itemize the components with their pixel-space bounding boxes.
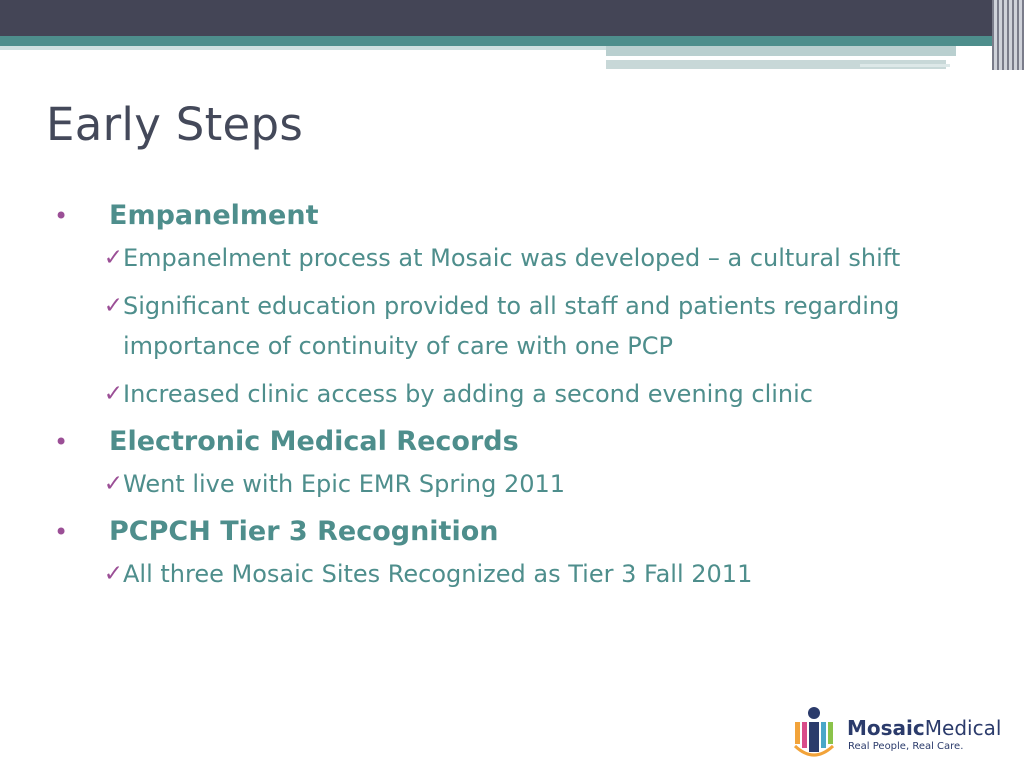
- list-item-text: Increased clinic access by adding a second evening clinic: [123, 380, 813, 408]
- checkmark-icon: ✓: [103, 561, 123, 587]
- list-item-text: Significant education provided to all staff and patients regarding importance of continuity of care with one PCP: [123, 292, 900, 360]
- list-item: [100, 554, 990, 594]
- header-accent-bar-c: [860, 64, 950, 67]
- section-heading: Empanelment: [109, 200, 319, 231]
- slide-title: Early Steps: [46, 98, 304, 151]
- header-edge-stripes: [992, 0, 1024, 70]
- header-teal-bar: [0, 36, 1024, 46]
- checkmark-icon: ✓: [103, 245, 123, 271]
- header-dark-bar: [0, 0, 1024, 36]
- bullet-icon: •: [54, 428, 69, 456]
- section-empanelment: [50, 196, 990, 414]
- logo-name-bold: Mosaic: [847, 716, 925, 740]
- bullet-list: [50, 196, 990, 602]
- list-item: [100, 464, 990, 504]
- logo-name-light: Medical: [924, 716, 1002, 740]
- section-heading: Electronic Medical Records: [109, 426, 519, 457]
- section-emr: [50, 422, 990, 504]
- logo-tagline: Real People, Real Care.: [848, 741, 964, 752]
- header-accent-bar-a: [606, 46, 956, 56]
- list-item: [100, 374, 990, 414]
- checkmark-icon: ✓: [103, 293, 123, 319]
- list-item-text: Empanelment process at Mosaic was developed – a cultural shift: [123, 244, 901, 272]
- section-heading-row: [50, 422, 990, 464]
- logo-mark-icon: [791, 706, 837, 762]
- section-heading: PCPCH Tier 3 Recognition: [109, 516, 499, 547]
- bullet-icon: •: [54, 202, 69, 230]
- section-heading-row: [50, 196, 990, 238]
- list-item-text: All three Mosaic Sites Recognized as Tier 3 Fall 2011: [123, 560, 753, 588]
- mosaic-medical-logo: [791, 706, 1019, 762]
- list-item: [100, 238, 990, 278]
- logo-wordmark: [847, 716, 1001, 740]
- checkmark-icon: ✓: [103, 381, 123, 407]
- bullet-icon: •: [54, 518, 69, 546]
- section-heading-row: [50, 512, 990, 554]
- checkmark-icon: ✓: [103, 471, 123, 497]
- header-light-line: [0, 46, 606, 50]
- section-pcpch: [50, 512, 990, 594]
- list-item: [100, 286, 990, 366]
- list-item-text: Went live with Epic EMR Spring 2011: [123, 470, 566, 498]
